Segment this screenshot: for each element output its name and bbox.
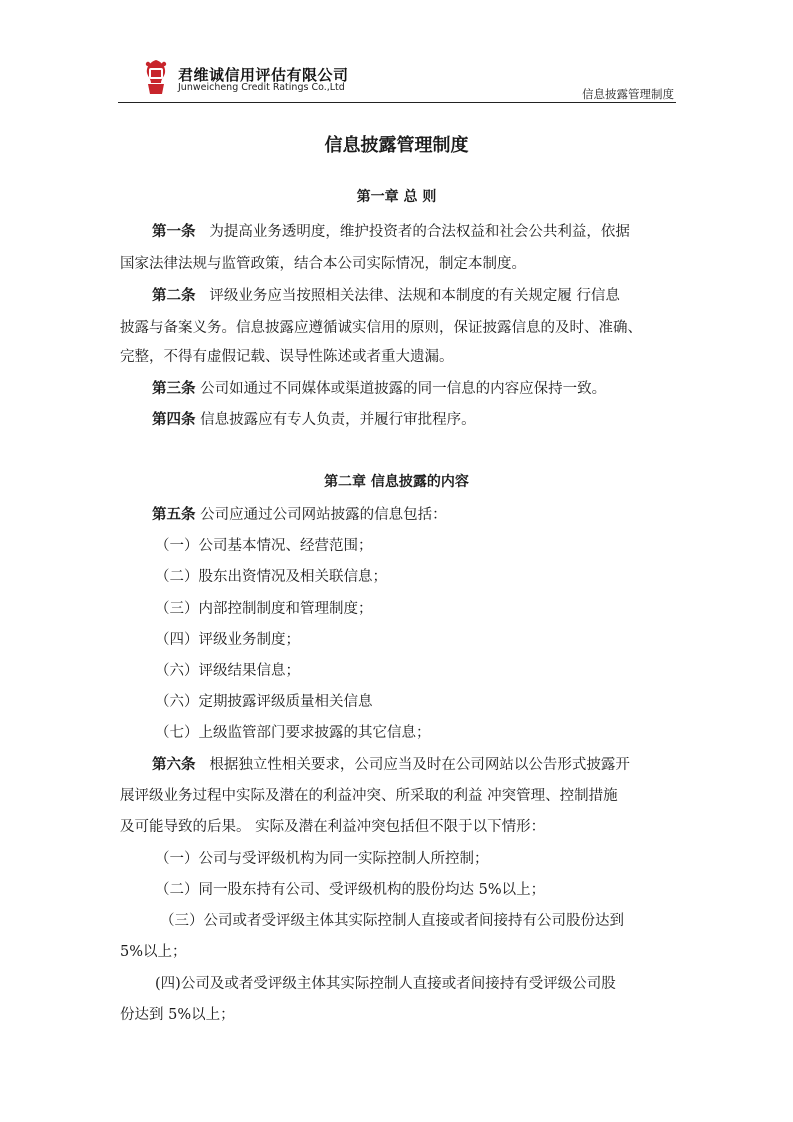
list-item: （四）评级业务制度； bbox=[155, 632, 300, 648]
chapter-1-heading: 第一章 总 则 bbox=[356, 189, 437, 205]
article-3-text: 公司如通过不同媒体或渠道披露的同一信息的内容应保持一致。 bbox=[200, 381, 607, 397]
article-2-line-2: 披露与备案义务。信息披露应遵循诚实信用的原则，保证披露信息的及时、准确、 bbox=[120, 320, 642, 336]
list-item: （一）公司基本情况、经营范围； bbox=[155, 538, 373, 554]
article-3 bbox=[152, 377, 606, 398]
list-item: （二）同一股东持有公司、受评级机构的股份均达 5%以上； bbox=[155, 882, 546, 898]
company-logo-icon bbox=[142, 58, 170, 98]
article-5-text: 公司应通过公司网站披露的信息包括： bbox=[200, 507, 447, 523]
document-title: 信息披露管理制度 bbox=[324, 135, 469, 156]
article-1-line-1 bbox=[152, 220, 672, 241]
article-6-line-1 bbox=[152, 753, 630, 774]
article-2-text: 评级业务应当按照相关法律、法规和本制度的有关规定履 行信息 bbox=[209, 288, 620, 304]
page-header bbox=[118, 52, 676, 103]
article-1-line-2: 国家法律法规与监管政策，结合本公司实际情况，制定本制度。 bbox=[120, 256, 526, 272]
list-item: （一）公司与受评级机构为同一实际控制人所控制； bbox=[155, 851, 489, 867]
chapter-2-heading: 第二章 信息披露的内容 bbox=[324, 474, 469, 490]
article-5 bbox=[152, 503, 447, 524]
list-item: (四)公司及或者受评级主体其实际控制人直接或者间接持有受评级公司股 bbox=[155, 976, 616, 992]
list-item: （六）评级结果信息； bbox=[155, 663, 300, 679]
article-1-label: 第一条 bbox=[152, 224, 196, 240]
article-4 bbox=[152, 408, 476, 429]
company-name-cn: 君维诚信用评估有限公司 bbox=[178, 66, 349, 84]
article-5-label: 第五条 bbox=[152, 507, 196, 523]
list-item-continuation: 份达到 5%以上； bbox=[120, 1007, 235, 1023]
article-6-line-2: 展评级业务过程中实际及潜在的利益冲突、所采取的利益 冲突管理、控制措施 bbox=[120, 788, 618, 804]
article-1-text: 为提高业务透明度，维护投资者的合法权益和社会公共利益，依据 bbox=[209, 224, 630, 240]
list-item: （二）股东出资情况及相关联信息； bbox=[155, 569, 387, 585]
list-item: （六）定期披露评级质量相关信息 bbox=[155, 694, 373, 710]
article-6-label: 第六条 bbox=[152, 757, 196, 773]
article-6-text: 根据独立性相关要求，公司应当及时在公司网站以公告形式披露开 bbox=[209, 757, 630, 773]
list-item: （七）上级监管部门要求披露的其它信息； bbox=[155, 725, 431, 741]
article-2-line-1 bbox=[152, 284, 620, 305]
list-item-continuation: 5%以上； bbox=[120, 944, 187, 960]
article-6-line-3: 及可能导致的后果。 实际及潜在利益冲突包括但不限于以下情形： bbox=[120, 819, 546, 835]
list-item: （三）内部控制制度和管理制度； bbox=[155, 601, 373, 617]
article-4-label: 第四条 bbox=[152, 412, 196, 428]
article-4-text: 信息披露应有专人负责，并履行审批程序。 bbox=[200, 412, 476, 428]
header-doc-label: 信息披露管理制度 bbox=[582, 87, 674, 101]
list-item: （三）公司或者受评级主体其实际控制人直接或者间接持有公司股份达到 bbox=[160, 913, 624, 929]
company-name-en: Junweicheng Credit Ratings Co.,Ltd bbox=[178, 82, 345, 93]
article-3-label: 第三条 bbox=[152, 381, 196, 397]
article-2-label: 第二条 bbox=[152, 288, 196, 304]
article-2-line-3: 完整，不得有虚假记载、误导性陈述或者重大遗漏。 bbox=[120, 349, 454, 365]
